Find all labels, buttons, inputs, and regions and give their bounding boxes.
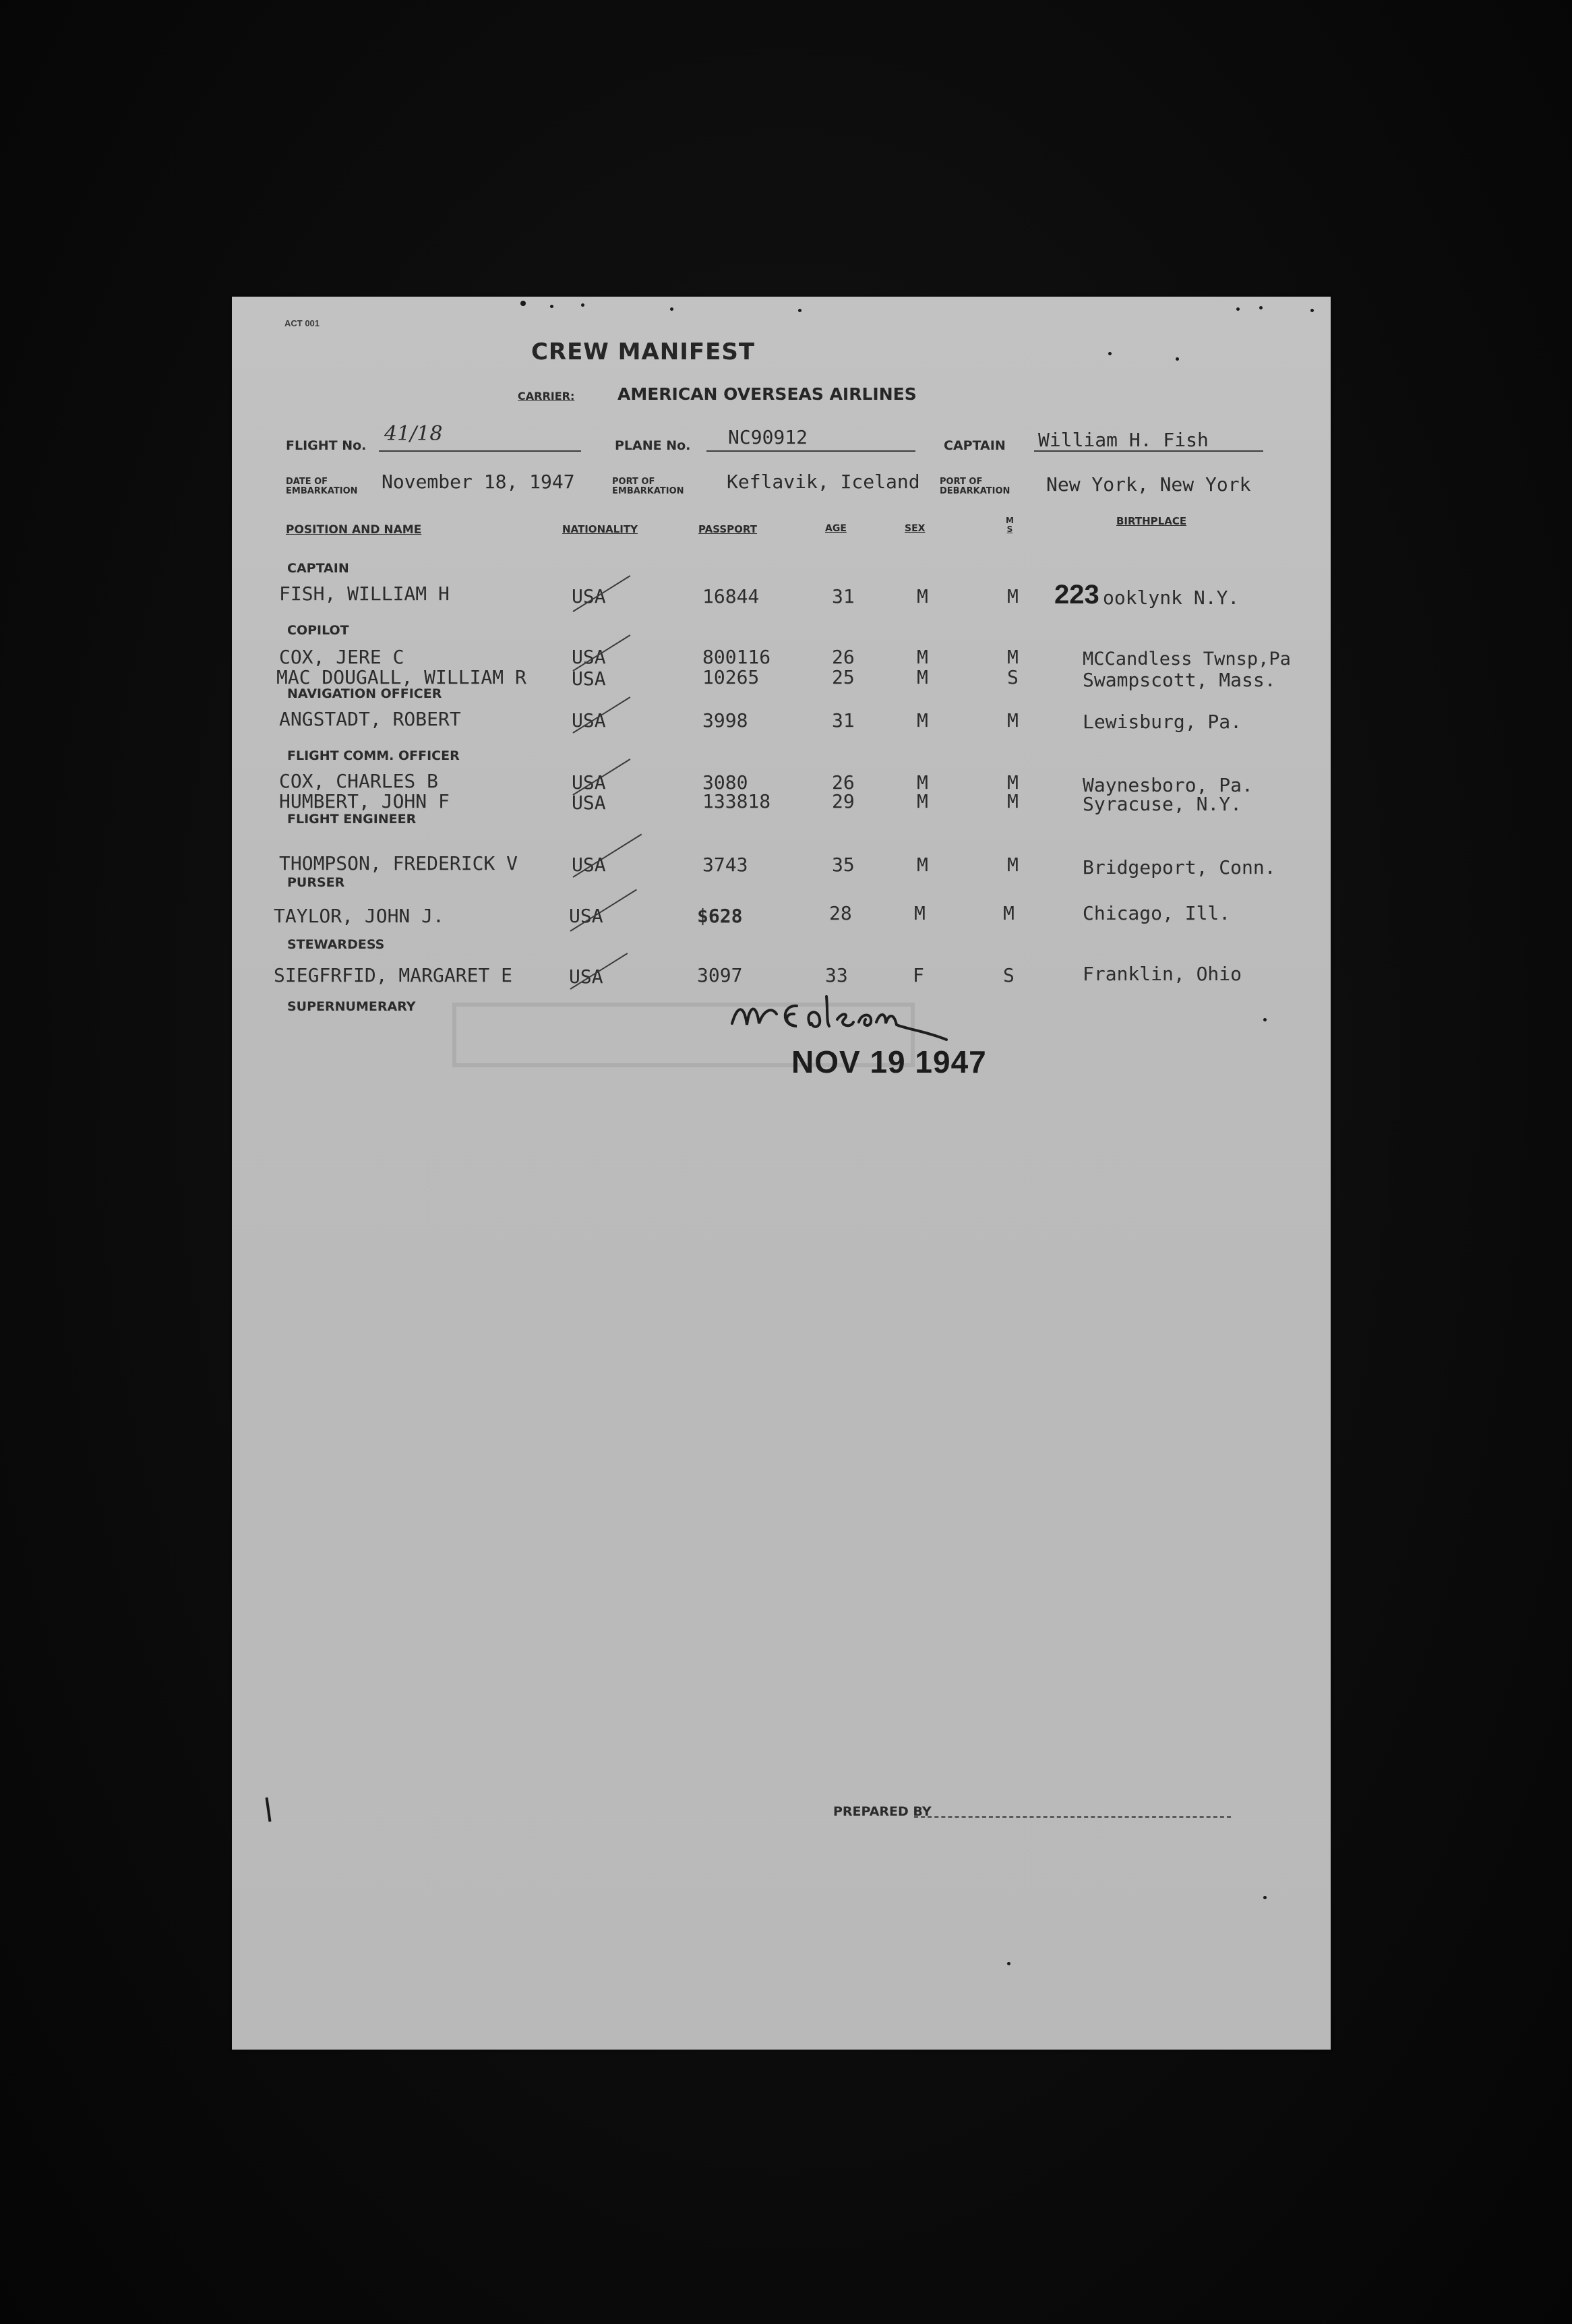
- section-copilot: COPILOT: [287, 623, 349, 638]
- col-passport: PASSPORT: [698, 523, 758, 535]
- date-value: November 18, 1947: [382, 471, 575, 493]
- crew-sex: F: [913, 964, 924, 986]
- captain-label: CAPTAIN: [944, 438, 1006, 453]
- port-debarkation-value: New York, New York: [1046, 473, 1251, 496]
- flight-underline: [379, 450, 581, 452]
- port-debarkation-label: [940, 477, 1010, 496]
- crew-name: TAYLOR, JOHN J.: [274, 905, 444, 927]
- crew-nationality: USA: [572, 854, 606, 876]
- crew-birthplace: Bridgeport, Conn.: [1083, 856, 1276, 878]
- crew-sex: M: [917, 771, 928, 794]
- crew-age: 35: [832, 854, 855, 876]
- paper-speck: [670, 307, 673, 311]
- crew-nationality: USA: [572, 667, 606, 690]
- crew-name: SIEGFRFID, MARGARET E: [274, 964, 513, 986]
- captain-underline: [1034, 450, 1263, 452]
- port-embarkation-value: Keflavik, Iceland: [727, 471, 920, 493]
- crew-name: FISH, WILLIAM H: [279, 583, 450, 605]
- crew-age: 29: [832, 790, 855, 812]
- paper-speck: [798, 309, 802, 312]
- paper-speck: [1310, 309, 1314, 312]
- crew-marital: M: [1007, 646, 1019, 668]
- paper-speck: [1108, 352, 1112, 355]
- crew-marital: M: [1007, 854, 1019, 876]
- crew-name: ANGSTADT, ROBERT: [279, 708, 461, 730]
- page-title: CREW MANIFEST: [531, 338, 756, 365]
- received-date-stamp: NOV 19 1947: [791, 1044, 987, 1079]
- crew-passport: 16844: [702, 585, 760, 607]
- plane-label: PLANE No.: [615, 438, 691, 453]
- paper-speck: [520, 301, 526, 306]
- plane-value: NC90912: [728, 426, 808, 448]
- crew-nationality: USA: [572, 646, 606, 668]
- crew-name: COX, JERE C: [279, 646, 404, 668]
- crew-age: 25: [832, 666, 855, 688]
- prepared-by-line: [914, 1816, 1231, 1818]
- crew-sex: M: [917, 585, 928, 607]
- crew-marital: M: [1007, 585, 1019, 607]
- crew-marital: S: [1003, 964, 1015, 986]
- crew-passport: 10265: [702, 666, 760, 688]
- paper-speck: [1259, 306, 1263, 309]
- section-captain: CAPTAIN: [287, 561, 349, 576]
- section-supernumerary: SUPERNUMERARY: [287, 999, 416, 1014]
- crew-birthplace: Waynesboro, Pa.: [1083, 774, 1253, 796]
- carrier-label: CARRIER:: [518, 390, 575, 403]
- crew-marital: S: [1007, 666, 1019, 688]
- port-debarkation-label-line1: PORT OF: [940, 477, 983, 487]
- crew-marital: M: [1003, 902, 1015, 924]
- flight-value: 41/18: [384, 422, 443, 446]
- section-flight-engineer: FLIGHT ENGINEER: [287, 812, 417, 827]
- crew-sex: M: [914, 902, 926, 924]
- crew-sex: M: [917, 790, 928, 812]
- crew-age: 31: [832, 585, 855, 607]
- crew-age: 31: [832, 709, 855, 732]
- col-marital: [1006, 516, 1014, 534]
- crew-marital: M: [1007, 709, 1019, 732]
- crew-birthplace: Lewisburg, Pa.: [1083, 711, 1242, 733]
- section-stewardess: STEWARDESS: [287, 937, 385, 952]
- crew-passport: 3080: [702, 771, 748, 794]
- crew-name: MAC DOUGALL, WILLIAM R: [276, 666, 526, 688]
- crew-nationality: USA: [572, 792, 606, 814]
- handwritten-number: 223: [1054, 580, 1099, 609]
- crew-passport: 133818: [702, 790, 771, 812]
- col-marital-top: M: [1006, 516, 1014, 525]
- flight-label: FLIGHT No.: [286, 438, 367, 453]
- crew-birthplace: Syracuse, N.Y.: [1083, 793, 1242, 815]
- crew-age: 28: [829, 902, 852, 924]
- crew-birthplace: MCCandless Twnsp,Pa: [1083, 649, 1291, 669]
- crew-nationality: USA: [569, 905, 603, 927]
- crew-passport: $628: [697, 905, 743, 927]
- crew-birthplace: Chicago, Ill.: [1083, 902, 1231, 924]
- crew-name: COX, CHARLES B: [279, 770, 439, 792]
- date-label-line1: DATE OF: [286, 477, 328, 487]
- port-embarkation-label: [612, 477, 684, 496]
- crew-birthplace: Franklin, Ohio: [1083, 963, 1242, 985]
- paper-speck: [1007, 1962, 1010, 1965]
- crew-age: 33: [825, 964, 848, 986]
- date-label-line2: EMBARKATION: [286, 486, 358, 496]
- crew-birthplace: Swampscott, Mass.: [1083, 669, 1276, 691]
- crew-nationality: USA: [569, 965, 603, 988]
- plane-underline: [706, 450, 915, 452]
- paper-speck: [1263, 1018, 1267, 1021]
- crew-nationality: USA: [572, 771, 606, 794]
- crew-name: HUMBERT, JOHN F: [279, 790, 450, 812]
- crew-marital: M: [1007, 771, 1019, 794]
- crew-passport: 3743: [702, 854, 748, 876]
- crew-nationality: USA: [572, 709, 606, 732]
- paper-speck: [1263, 1896, 1267, 1899]
- sheet-paper: [232, 297, 1331, 2050]
- crew-age: 26: [832, 646, 855, 668]
- section-flight-comm-officer: FLIGHT COMM. OFFICER: [287, 748, 460, 763]
- paper-speck: [550, 305, 553, 308]
- col-sex: SEX: [905, 523, 926, 534]
- paper-speck: [581, 303, 584, 307]
- crew-passport: 800116: [702, 646, 771, 668]
- crew-birthplace: ooklynk N.Y.: [1103, 587, 1240, 609]
- paper-speck: [1236, 307, 1240, 311]
- col-position-name: POSITION AND NAME: [286, 523, 422, 537]
- col-marital-bottom: S: [1006, 525, 1013, 534]
- crew-passport: 3097: [697, 964, 743, 986]
- paper-speck: [1176, 357, 1179, 361]
- crew-sex: M: [917, 666, 928, 688]
- col-birthplace: BIRTHPLACE: [1116, 515, 1187, 527]
- date-label: [286, 477, 358, 496]
- form-code: ACT 001: [284, 318, 320, 328]
- col-age: AGE: [825, 523, 847, 534]
- crew-sex: M: [917, 709, 928, 732]
- prepared-by-label: PREPARED BY: [833, 1804, 932, 1819]
- crew-name: THOMPSON, FREDERICK V: [279, 852, 518, 874]
- port-embarkation-label-line2: EMBARKATION: [612, 486, 684, 496]
- crew-marital: M: [1007, 790, 1019, 812]
- carrier-value: AMERICAN OVERSEAS AIRLINES: [617, 384, 917, 404]
- crew-sex: M: [917, 854, 928, 876]
- port-embarkation-label-line1: PORT OF: [612, 477, 655, 487]
- col-nationality: NATIONALITY: [562, 523, 638, 535]
- captain-value: William H. Fish: [1038, 429, 1209, 451]
- crew-age: 26: [832, 771, 855, 794]
- crew-sex: M: [917, 646, 928, 668]
- crew-passport: 3998: [702, 709, 748, 732]
- port-debarkation-label-line2: DEBARKATION: [940, 486, 1010, 496]
- section-purser: PURSER: [287, 875, 345, 890]
- section-navigation-officer: NAVIGATION OFFICER: [287, 686, 442, 701]
- crew-manifest-sheet: [232, 297, 1331, 2050]
- signature: [724, 984, 967, 1052]
- crew-nationality: USA: [572, 585, 606, 607]
